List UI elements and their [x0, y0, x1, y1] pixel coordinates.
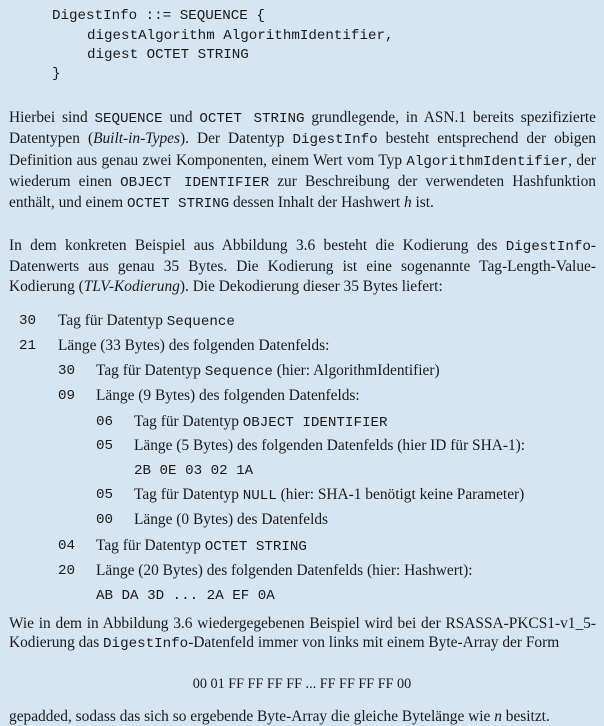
tlv-code: 05 [96, 487, 114, 503]
paragraph-datatypes: Hierbei sind SEQUENCE und OCTET STRING grundlegende, in ASN.1 bereits spezifizierte Datentypen (Built-in-Types). Der Datentyp DigestInfo besteht entsprechend der obigen Definition aus genau zwei Komponenten, einem Wert vom Typ AlgorithmIdentifier, der wiederum einen OBJECT IDENTIFIER zur Beschreibung der verwendeten Hashfunktion enthält, und einem OCTET STRING dessen Inhalt der Hashwert h ist. [9, 109, 596, 213]
asn1-code-block [0, 0, 394, 120]
code-line: digest OCTET STRING [87, 47, 249, 63]
tlv-code: 30 [58, 363, 76, 379]
paragraph-padded-length: gepadded, sodass das sich so ergebende Byte-Array die gleiche Bytelänge wie n besitzt. [9, 708, 550, 725]
padding-byte-form: 00 01 FF FF FF FF ... FF FF FF FF 00 [192, 676, 412, 692]
code-line: digestAlgorithm AlgorithmIdentifier, [87, 28, 394, 44]
tlv-description: Länge (0 Bytes) des Datenfelds [134, 511, 329, 528]
tlv-description: Länge (5 Bytes) des folgenden Datenfelds (hier ID für SHA-1): [134, 437, 526, 454]
tlv-bytes: 2B 0E 03 02 1A [134, 463, 254, 479]
tlv-description: Tag für Datentyp OCTET STRING [96, 537, 307, 555]
tlv-description: Länge (9 Bytes) des folgenden Datenfelds: [96, 387, 360, 404]
tlv-code: 21 [19, 338, 37, 354]
tlv-code: 00 [96, 512, 114, 528]
tlv-code: 09 [58, 388, 76, 404]
tlv-code: 20 [58, 563, 76, 579]
tlv-description: Tag für Datentyp Sequence (hier: AlgorithmIdentifier) [96, 362, 440, 380]
tlv-description: Tag für Datentyp Sequence [58, 312, 235, 330]
code-line: } [52, 66, 61, 82]
tlv-code: 05 [96, 438, 114, 454]
tlv-description: Tag für Datentyp OBJECT IDENTIFIER [134, 413, 388, 431]
tlv-bytes: AB DA 3D ... 2A EF 0A [96, 588, 275, 604]
paragraph-padding: Wie in dem in Abbildung 3.6 wiedergegebenen Beispiel wird bei der RSASSA-PKCS1-v1_5-Kodierung das DigestInfo-Datenfeld immer von links mit einem Byte-Array der Form [9, 615, 596, 653]
tlv-description: Länge (33 Bytes) des folgenden Datenfelds: [58, 337, 330, 354]
tlv-description: Länge (20 Bytes) des folgenden Datenfelds (hier: Hashwert): [96, 562, 473, 579]
paragraph-tlv-intro: In dem konkreten Beispiel aus Abbildung 3.6 besteht die Kodierung des DigestInfo-Datenwerts aus genau 35 Bytes. Die Kodierung ist eine sogenannte Tag-Length-Value-Kodierung (TLV-Kodierung). Die Dekodierung dieser 35 Bytes liefert: [9, 237, 596, 295]
tlv-code: 04 [58, 538, 76, 554]
tlv-code: 30 [19, 313, 37, 329]
tlv-description: Tag für Datentyp NULL (hier: SHA-1 benötigt keine Parameter) [134, 486, 525, 504]
code-line: DigestInfo ::= SEQUENCE { [52, 8, 265, 24]
tlv-code: 06 [96, 414, 114, 430]
